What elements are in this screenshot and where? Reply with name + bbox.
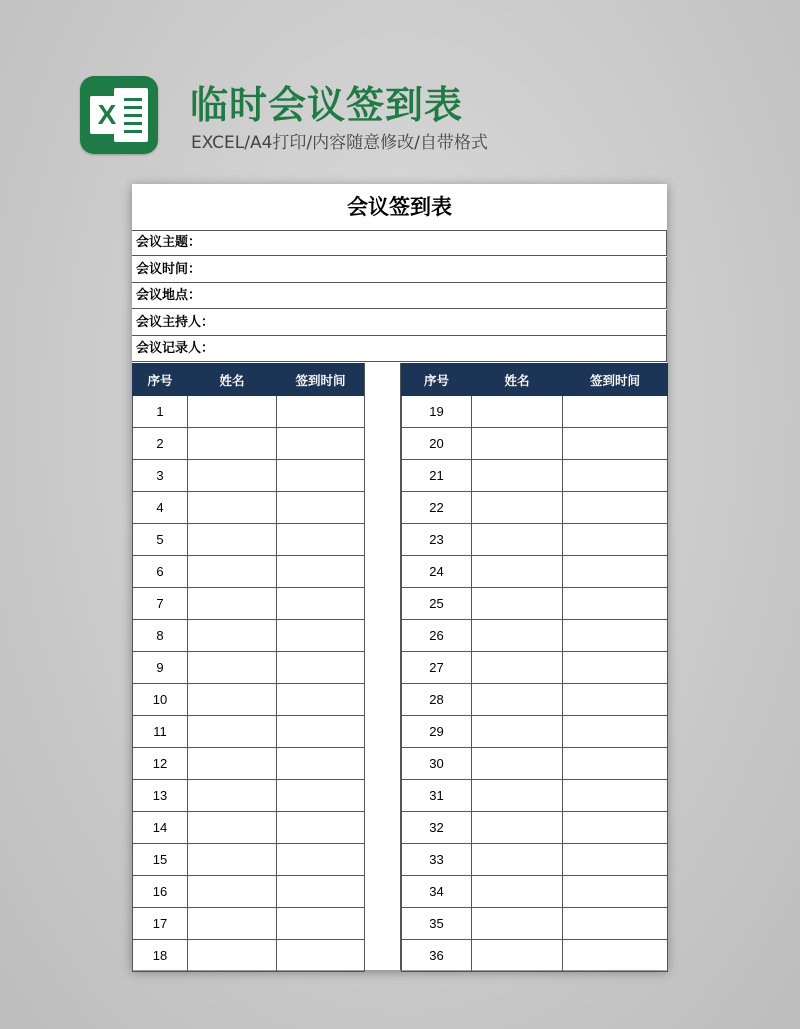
info-row-topic[interactable] (132, 230, 667, 256)
table-row (402, 780, 668, 812)
signin-time-cell[interactable] (563, 748, 668, 780)
row-number: 6 (133, 556, 188, 588)
signin-time-cell[interactable] (277, 460, 365, 492)
info-label: 会议主持人： (136, 315, 215, 330)
signin-time-cell[interactable] (563, 780, 668, 812)
info-row-recorder[interactable] (132, 336, 667, 362)
name-cell[interactable] (188, 428, 277, 460)
row-number: 31 (402, 780, 472, 812)
table-row (402, 524, 668, 556)
signin-time-cell[interactable] (563, 524, 668, 556)
row-number: 30 (402, 748, 472, 780)
row-number: 17 (133, 908, 188, 940)
row-number: 1 (133, 396, 188, 428)
signin-time-cell[interactable] (277, 652, 365, 684)
name-cell[interactable] (188, 652, 277, 684)
row-number: 29 (402, 716, 472, 748)
signin-time-cell[interactable] (563, 876, 668, 908)
table-row (402, 876, 668, 908)
table-row (133, 780, 365, 812)
row-number: 28 (402, 684, 472, 716)
page-subtitle: EXCEL/A4打印/内容随意修改/自带格式 (191, 133, 488, 153)
signin-time-cell[interactable] (563, 716, 668, 748)
row-number: 19 (402, 396, 472, 428)
table-row (402, 940, 668, 972)
signin-time-cell[interactable] (563, 908, 668, 940)
row-number: 22 (402, 492, 472, 524)
table-row (402, 716, 668, 748)
row-number: 13 (133, 780, 188, 812)
name-cell[interactable] (188, 844, 277, 876)
table-row (402, 652, 668, 684)
name-cell[interactable] (472, 556, 563, 588)
table-row (402, 588, 668, 620)
signin-time-cell[interactable] (563, 428, 668, 460)
table-row (133, 620, 365, 652)
roster-table-right (401, 363, 668, 972)
signin-time-cell[interactable] (563, 460, 668, 492)
table-row (402, 460, 668, 492)
table-row (133, 428, 365, 460)
signin-time-cell[interactable] (277, 748, 365, 780)
name-cell[interactable] (472, 908, 563, 940)
signin-time-cell[interactable] (563, 492, 668, 524)
table-row (133, 716, 365, 748)
table-row (402, 908, 668, 940)
signin-time-cell[interactable] (277, 716, 365, 748)
row-number: 4 (133, 492, 188, 524)
table-row (133, 940, 365, 972)
table-row (133, 748, 365, 780)
table-row (133, 652, 365, 684)
table-row (133, 812, 365, 844)
column-header-name: 姓名 (472, 364, 563, 396)
row-number: 14 (133, 812, 188, 844)
row-number: 12 (133, 748, 188, 780)
table-row (402, 812, 668, 844)
signin-time-cell[interactable] (277, 844, 365, 876)
signin-sheet (132, 184, 667, 970)
name-cell[interactable] (472, 524, 563, 556)
row-number: 7 (133, 588, 188, 620)
table-row (402, 748, 668, 780)
name-cell[interactable] (188, 620, 277, 652)
table-row (133, 684, 365, 716)
column-header-number: 序号 (402, 364, 472, 396)
signin-time-cell[interactable] (563, 396, 668, 428)
row-number: 8 (133, 620, 188, 652)
name-cell[interactable] (188, 780, 277, 812)
row-number: 5 (133, 524, 188, 556)
row-number: 9 (133, 652, 188, 684)
signin-time-cell[interactable] (277, 620, 365, 652)
row-number: 36 (402, 940, 472, 972)
table-row (402, 684, 668, 716)
name-cell[interactable] (188, 588, 277, 620)
table-row (133, 396, 365, 428)
info-row-location[interactable] (132, 283, 667, 309)
signin-time-cell[interactable] (277, 428, 365, 460)
info-label: 会议地点： (136, 288, 202, 303)
name-cell[interactable] (472, 396, 563, 428)
signin-time-cell[interactable] (563, 844, 668, 876)
name-cell[interactable] (472, 748, 563, 780)
roster-table-left (132, 363, 365, 972)
name-cell[interactable] (472, 620, 563, 652)
signin-time-cell[interactable] (563, 684, 668, 716)
row-number: 33 (402, 844, 472, 876)
name-cell[interactable] (188, 492, 277, 524)
column-header-signin-time: 签到时间 (277, 364, 365, 396)
excel-icon (80, 76, 158, 154)
info-row-time[interactable] (132, 257, 667, 283)
row-number: 24 (402, 556, 472, 588)
table-row (133, 492, 365, 524)
row-number: 35 (402, 908, 472, 940)
name-cell[interactable] (188, 396, 277, 428)
name-cell[interactable] (188, 460, 277, 492)
table-row (133, 556, 365, 588)
table-row (402, 620, 668, 652)
table-row (402, 844, 668, 876)
signin-time-cell[interactable] (277, 780, 365, 812)
table-row (133, 460, 365, 492)
table-row (133, 588, 365, 620)
column-header-signin-time: 签到时间 (563, 364, 668, 396)
signin-time-cell[interactable] (277, 492, 365, 524)
row-number: 32 (402, 812, 472, 844)
table-row (402, 492, 668, 524)
info-row-host[interactable] (132, 310, 667, 336)
name-cell[interactable] (472, 588, 563, 620)
row-number: 18 (133, 940, 188, 972)
column-header-name: 姓名 (188, 364, 277, 396)
signin-time-cell[interactable] (563, 556, 668, 588)
column-header-number: 序号 (133, 364, 188, 396)
name-cell[interactable] (472, 684, 563, 716)
table-row (402, 396, 668, 428)
table-row (133, 844, 365, 876)
row-number: 26 (402, 620, 472, 652)
row-number: 21 (402, 460, 472, 492)
name-cell[interactable] (472, 652, 563, 684)
name-cell[interactable] (188, 748, 277, 780)
name-cell[interactable] (472, 492, 563, 524)
row-number: 2 (133, 428, 188, 460)
signin-time-cell[interactable] (563, 588, 668, 620)
table-row (133, 524, 365, 556)
excel-logo-letter: X (90, 96, 124, 134)
name-cell[interactable] (188, 524, 277, 556)
row-number: 16 (133, 876, 188, 908)
info-label: 会议记录人： (136, 341, 215, 356)
signin-time-cell[interactable] (277, 908, 365, 940)
row-number: 34 (402, 876, 472, 908)
name-cell[interactable] (472, 940, 563, 972)
row-number: 11 (133, 716, 188, 748)
name-cell[interactable] (472, 428, 563, 460)
signin-time-cell[interactable] (277, 940, 365, 972)
name-cell[interactable] (472, 844, 563, 876)
table-row (402, 428, 668, 460)
name-cell[interactable] (472, 460, 563, 492)
row-number: 27 (402, 652, 472, 684)
signin-time-cell[interactable] (563, 940, 668, 972)
name-cell[interactable] (188, 684, 277, 716)
table-row (402, 556, 668, 588)
table-row (133, 908, 365, 940)
info-label: 会议时间： (136, 262, 202, 277)
info-label: 会议主题： (136, 235, 202, 250)
signin-time-cell[interactable] (277, 524, 365, 556)
signin-time-cell[interactable] (277, 812, 365, 844)
row-number: 15 (133, 844, 188, 876)
name-cell[interactable] (188, 716, 277, 748)
name-cell[interactable] (472, 716, 563, 748)
signin-time-cell[interactable] (277, 396, 365, 428)
row-number: 20 (402, 428, 472, 460)
page-title: 临时会议签到表 (190, 83, 464, 127)
row-number: 25 (402, 588, 472, 620)
signin-time-cell[interactable] (563, 812, 668, 844)
signin-time-cell[interactable] (277, 556, 365, 588)
column-gap (364, 363, 401, 970)
name-cell[interactable] (472, 780, 563, 812)
signin-time-cell[interactable] (277, 876, 365, 908)
name-cell[interactable] (188, 812, 277, 844)
name-cell[interactable] (188, 940, 277, 972)
name-cell[interactable] (188, 556, 277, 588)
name-cell[interactable] (472, 812, 563, 844)
name-cell[interactable] (472, 876, 563, 908)
row-number: 10 (133, 684, 188, 716)
signin-time-cell[interactable] (277, 684, 365, 716)
signin-time-cell[interactable] (563, 620, 668, 652)
row-number: 3 (133, 460, 188, 492)
signin-time-cell[interactable] (563, 652, 668, 684)
sheet-title: 会议签到表 (132, 184, 667, 231)
row-number: 23 (402, 524, 472, 556)
signin-time-cell[interactable] (277, 588, 365, 620)
table-row (133, 876, 365, 908)
name-cell[interactable] (188, 908, 277, 940)
name-cell[interactable] (188, 876, 277, 908)
